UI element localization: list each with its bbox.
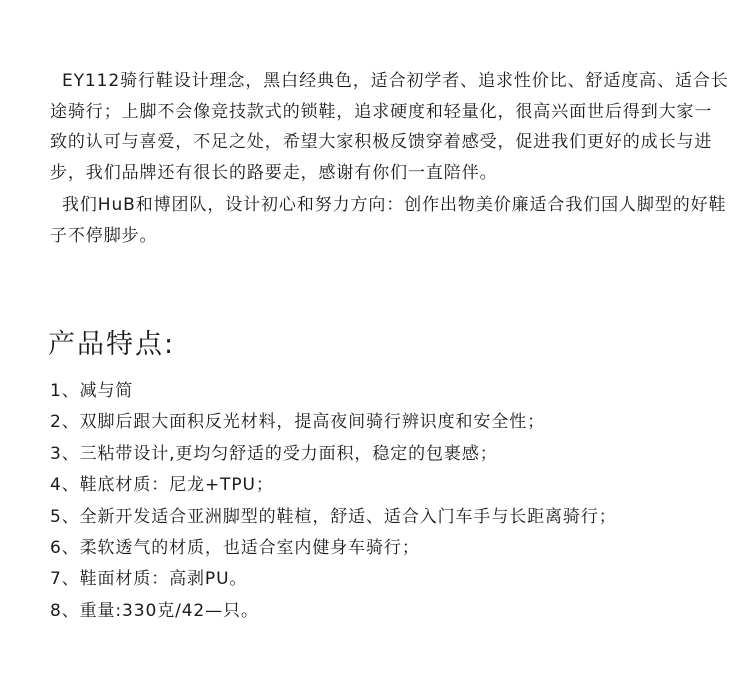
feature-item: 4、鞋底材质：尼龙+TPU；	[50, 475, 274, 496]
feature-item: 6、柔软透气的材质，也适合室内健身车骑行；	[50, 537, 420, 558]
feature-item: 8、重量:330克/42—只。	[50, 600, 259, 621]
features-heading: 产品特点:	[48, 329, 176, 360]
feature-item: 3、三粘带设计,更均匀舒适的受力面积，稳定的包裹感；	[50, 443, 498, 464]
feature-item: 5、全新开发适合亚洲脚型的鞋楦，舒适、适合入门车手与长距离骑行；	[50, 506, 617, 527]
feature-item: 1、减与简	[50, 381, 134, 401]
feature-item: 7、鞋面材质：高剥PU。	[50, 569, 248, 590]
intro-paragraph-2: 我们HuB和博团队，设计初心和努力方向：创作出物美价廉适合我们国人脚型的好鞋子不停脚步。	[50, 195, 727, 246]
design-philosophy-text	[50, 66, 730, 251]
features-list	[50, 376, 617, 627]
feature-item: 2、双脚后跟大面积反光材料，提高夜间骑行辨识度和安全性；	[50, 412, 546, 433]
intro-paragraph-1: EY112骑行鞋设计理念，黑白经典色，适合初学者、追求性价比、舒适度高、适合长途骑行；上脚不会像竞技款式的锁鞋，追求硬度和轻量化，很高兴面世后得到大家一致的认可与喜爱，不足之处，希望大家积极反馈穿着感受，促进我们更好的成长与进步，我们品牌还有很长的路要走，感谢有你们一直陪伴。	[50, 71, 729, 183]
